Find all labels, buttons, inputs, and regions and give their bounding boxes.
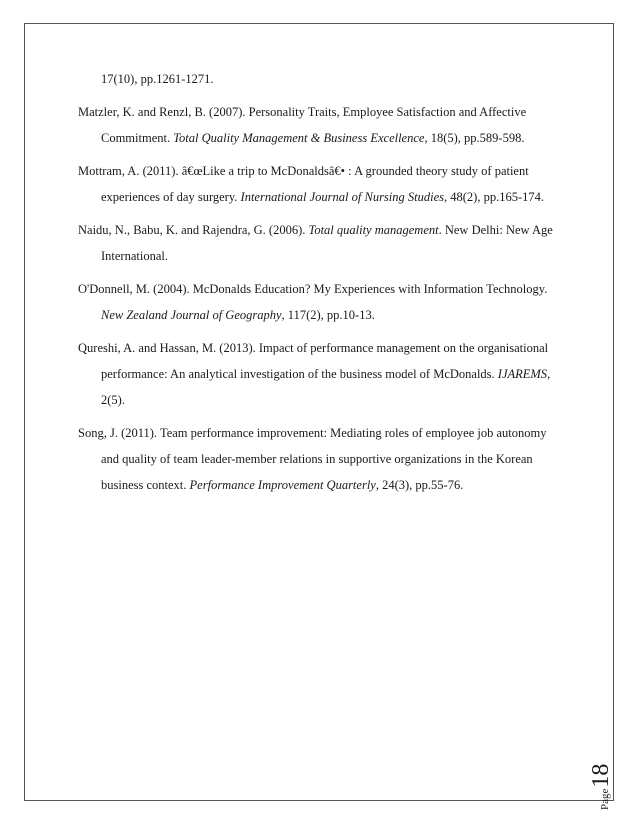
reference-entry [78, 66, 578, 92]
reference-line [78, 446, 578, 472]
reference-line [78, 302, 578, 328]
reference-gap [78, 151, 578, 158]
reference-text: , [547, 367, 551, 381]
reference-list [78, 66, 578, 498]
reference-title-italic: International Journal of Nursing Studies [240, 190, 445, 204]
reference-entry [78, 217, 578, 269]
reference-title-italic: Total quality management [308, 223, 439, 237]
reference-line [78, 472, 578, 498]
reference-gap [78, 269, 578, 276]
reference-line [78, 361, 578, 387]
reference-text: Matzler, K. and Renzl, B. (2007). Personality Traits, Employee Satisfaction and Affective [78, 105, 527, 119]
reference-text: 2(5). [101, 393, 125, 407]
reference-line [78, 387, 578, 413]
reference-text: Mottram, A. (2011). â€œLike a trip to McDonaldsâ€• : A grounded theory study of patient [78, 164, 529, 178]
reference-text: International. [101, 249, 168, 263]
reference-gap [78, 210, 578, 217]
reference-line [78, 276, 578, 302]
reference-text: Commitment. [101, 131, 174, 145]
reference-text: business context. [101, 478, 190, 492]
reference-line [78, 158, 578, 184]
reference-text: and quality of team leader-member relations in supportive organizations in the Korean [101, 452, 533, 466]
reference-text: , 24(3), pp.55-76. [375, 478, 464, 492]
reference-text: 17(10), pp.1261-1271. [101, 72, 214, 86]
reference-text: O'Donnell, M. (2004). McDonalds Education? My Experiences with Information Technology. [78, 282, 548, 296]
page-word: Page [599, 788, 611, 810]
reference-gap [78, 413, 578, 420]
reference-text: performance: An analytical investigation of the business model of McDonalds. [101, 367, 498, 381]
reference-title-italic: IJAREMS [497, 367, 548, 381]
reference-title-italic: Total Quality Management & Business Excellence [173, 131, 425, 145]
reference-entry [78, 420, 578, 498]
reference-line [78, 217, 578, 243]
reference-entry [78, 99, 578, 151]
reference-entry [78, 158, 578, 210]
reference-entry [78, 276, 578, 328]
reference-line [78, 420, 578, 446]
reference-line [78, 99, 578, 125]
reference-line [78, 125, 578, 151]
page-number-label [588, 763, 638, 810]
reference-text: . New Delhi: New Age [438, 223, 553, 237]
reference-text: experiences of day surgery. [101, 190, 241, 204]
reference-gap [78, 92, 578, 99]
reference-text: , 48(2), pp.165-174. [444, 190, 545, 204]
reference-text: Song, J. (2011). Team performance improvement: Mediating roles of employee job autonomy [78, 426, 547, 440]
page-number: 18 [588, 763, 614, 788]
reference-line [78, 243, 578, 269]
reference-line [78, 335, 578, 361]
reference-entry [78, 335, 578, 413]
reference-title-italic: New Zealand Journal of Geography [101, 308, 282, 322]
reference-line [78, 66, 578, 92]
reference-text: Qureshi, A. and Hassan, M. (2013). Impact of performance management on the organisational [78, 341, 549, 355]
reference-text: , 117(2), pp.10-13. [281, 308, 375, 322]
reference-text: Naidu, N., Babu, K. and Rajendra, G. (2006). [78, 223, 309, 237]
reference-title-italic: Performance Improvement Quarterly [189, 478, 376, 492]
reference-gap [78, 328, 578, 335]
reference-text: , 18(5), pp.589-598. [424, 131, 525, 145]
reference-line [78, 184, 578, 210]
